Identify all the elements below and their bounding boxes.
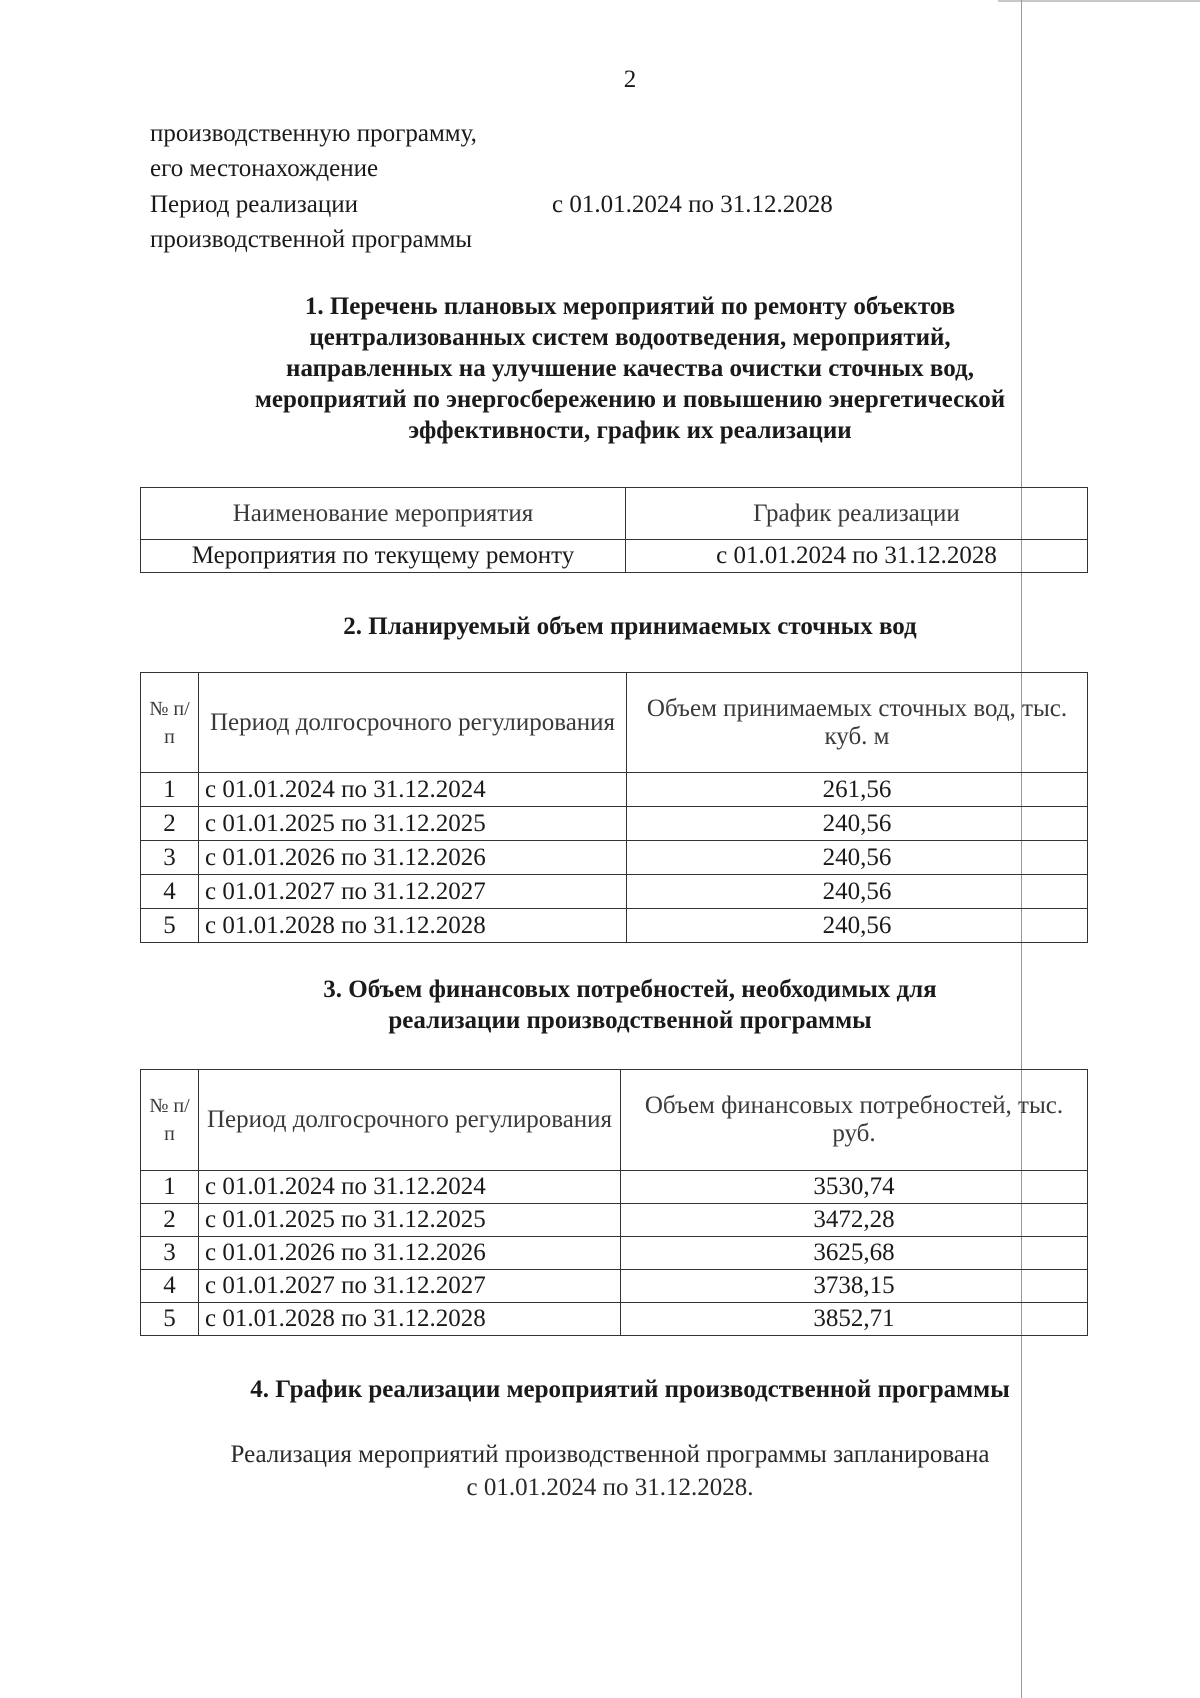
row-number-cell: 5	[141, 909, 199, 943]
period-cell: с 01.01.2028 по 31.12.2028	[199, 909, 627, 943]
section-3-title	[140, 974, 1120, 1036]
volume-cell: 240,56	[627, 807, 1088, 841]
table-row	[141, 807, 1088, 841]
table-header-row	[141, 488, 1088, 540]
amount-cell: 3738,15	[621, 1270, 1088, 1303]
table-row	[141, 875, 1088, 909]
table-row	[141, 909, 1088, 943]
row-number-cell: 3	[141, 841, 199, 875]
section-1-title	[140, 291, 1120, 446]
table-row	[141, 773, 1088, 807]
column-header-number: № п/ п	[141, 673, 199, 773]
period-cell: с 01.01.2025 по 31.12.2025	[199, 1204, 621, 1237]
amount-cell: 3625,68	[621, 1237, 1088, 1270]
intro-line-1: производственную программу,	[150, 120, 477, 147]
scan-artifact-top	[998, 0, 1200, 2]
paragraph-line: Реализация мероприятий производственной программы запланирована	[230, 1441, 990, 1468]
financial-needs-table	[140, 1069, 1088, 1336]
wastewater-volume-table	[140, 672, 1088, 943]
schedule-cell: с 01.01.2024 по 31.12.2028	[626, 540, 1088, 573]
row-number-cell: 5	[141, 1303, 199, 1336]
table-header-row	[141, 1070, 1088, 1171]
period-cell: с 01.01.2024 по 31.12.2024	[199, 773, 627, 807]
period-cell: с 01.01.2026 по 31.12.2026	[199, 841, 627, 875]
section-3-title-line: реализации производственной программы	[388, 1007, 872, 1034]
column-header-period: Период долгосрочного регулирования	[199, 673, 627, 773]
intro-line-2: его местонахождение	[150, 155, 379, 182]
amount-cell: 3852,71	[621, 1303, 1088, 1336]
section-4-title: 4. График реализации мероприятий производственной программы	[250, 1376, 1010, 1403]
column-header-financial-volume: Объем финансовых потребностей, тыс. руб.	[621, 1070, 1088, 1171]
row-number-cell: 4	[141, 1270, 199, 1303]
table-row	[141, 841, 1088, 875]
column-header-number: № п/ п	[141, 1070, 199, 1171]
section-1-title-line: 1. Перечень плановых мероприятий по ремонту объектов	[304, 293, 956, 320]
period-cell: с 01.01.2025 по 31.12.2025	[199, 807, 627, 841]
table-row	[141, 1204, 1088, 1237]
intro-line-3: Период реализации	[150, 191, 358, 218]
table-row	[141, 1270, 1088, 1303]
paragraph-line: с 01.01.2024 по 31.12.2028.	[466, 1474, 754, 1501]
table-row	[141, 1171, 1088, 1204]
page-number: 2	[623, 66, 637, 93]
period-cell: с 01.01.2027 по 31.12.2027	[199, 875, 627, 909]
period-cell: с 01.01.2027 по 31.12.2027	[199, 1270, 621, 1303]
section-1-title-line: эффективности, график их реализации	[408, 417, 852, 444]
section-4-paragraph	[150, 1438, 1070, 1504]
column-header-period: Период долгосрочного регулирования	[199, 1070, 621, 1171]
row-number-cell: 1	[141, 1171, 199, 1204]
row-number-cell: 4	[141, 875, 199, 909]
amount-cell: 3530,74	[621, 1171, 1088, 1204]
section-3-title-line: 3. Объем финансовых потребностей, необходимых для	[323, 976, 937, 1003]
row-number-cell: 2	[141, 807, 199, 841]
volume-cell: 240,56	[627, 875, 1088, 909]
column-header-volume: Объем принимаемых сточных вод, тыс. куб. м	[627, 673, 1088, 773]
section-1-title-line: мероприятий по энергосбережению и повышению энергетической	[254, 386, 1006, 413]
measures-table	[140, 487, 1088, 573]
table-row	[141, 540, 1088, 573]
implementation-period-value: с 01.01.2024 по 31.12.2028	[552, 191, 833, 218]
period-cell: с 01.01.2028 по 31.12.2028	[199, 1303, 621, 1336]
row-number-cell: 2	[141, 1204, 199, 1237]
amount-cell: 3472,28	[621, 1204, 1088, 1237]
row-number-cell: 1	[141, 773, 199, 807]
column-header: Наименование мероприятия	[141, 488, 626, 540]
row-number-cell: 3	[141, 1237, 199, 1270]
table-row	[141, 1237, 1088, 1270]
volume-cell: 261,56	[627, 773, 1088, 807]
section-1-title-line: направленных на улучшение качества очистки сточных вод,	[286, 355, 974, 382]
volume-cell: 240,56	[627, 841, 1088, 875]
section-2-title: 2. Планируемый объем принимаемых сточных вод	[343, 613, 917, 640]
volume-cell: 240,56	[627, 909, 1088, 943]
intro-line-4: производственной программы	[150, 226, 473, 253]
measure-name-cell: Мероприятия по текущему ремонту	[141, 540, 626, 573]
column-header: График реализации	[626, 488, 1088, 540]
table-row	[141, 1303, 1088, 1336]
period-cell: с 01.01.2024 по 31.12.2024	[199, 1171, 621, 1204]
section-1-title-line: централизованных систем водоотведения, мероприятий,	[309, 324, 951, 351]
period-cell: с 01.01.2026 по 31.12.2026	[199, 1237, 621, 1270]
table-header-row	[141, 673, 1088, 773]
